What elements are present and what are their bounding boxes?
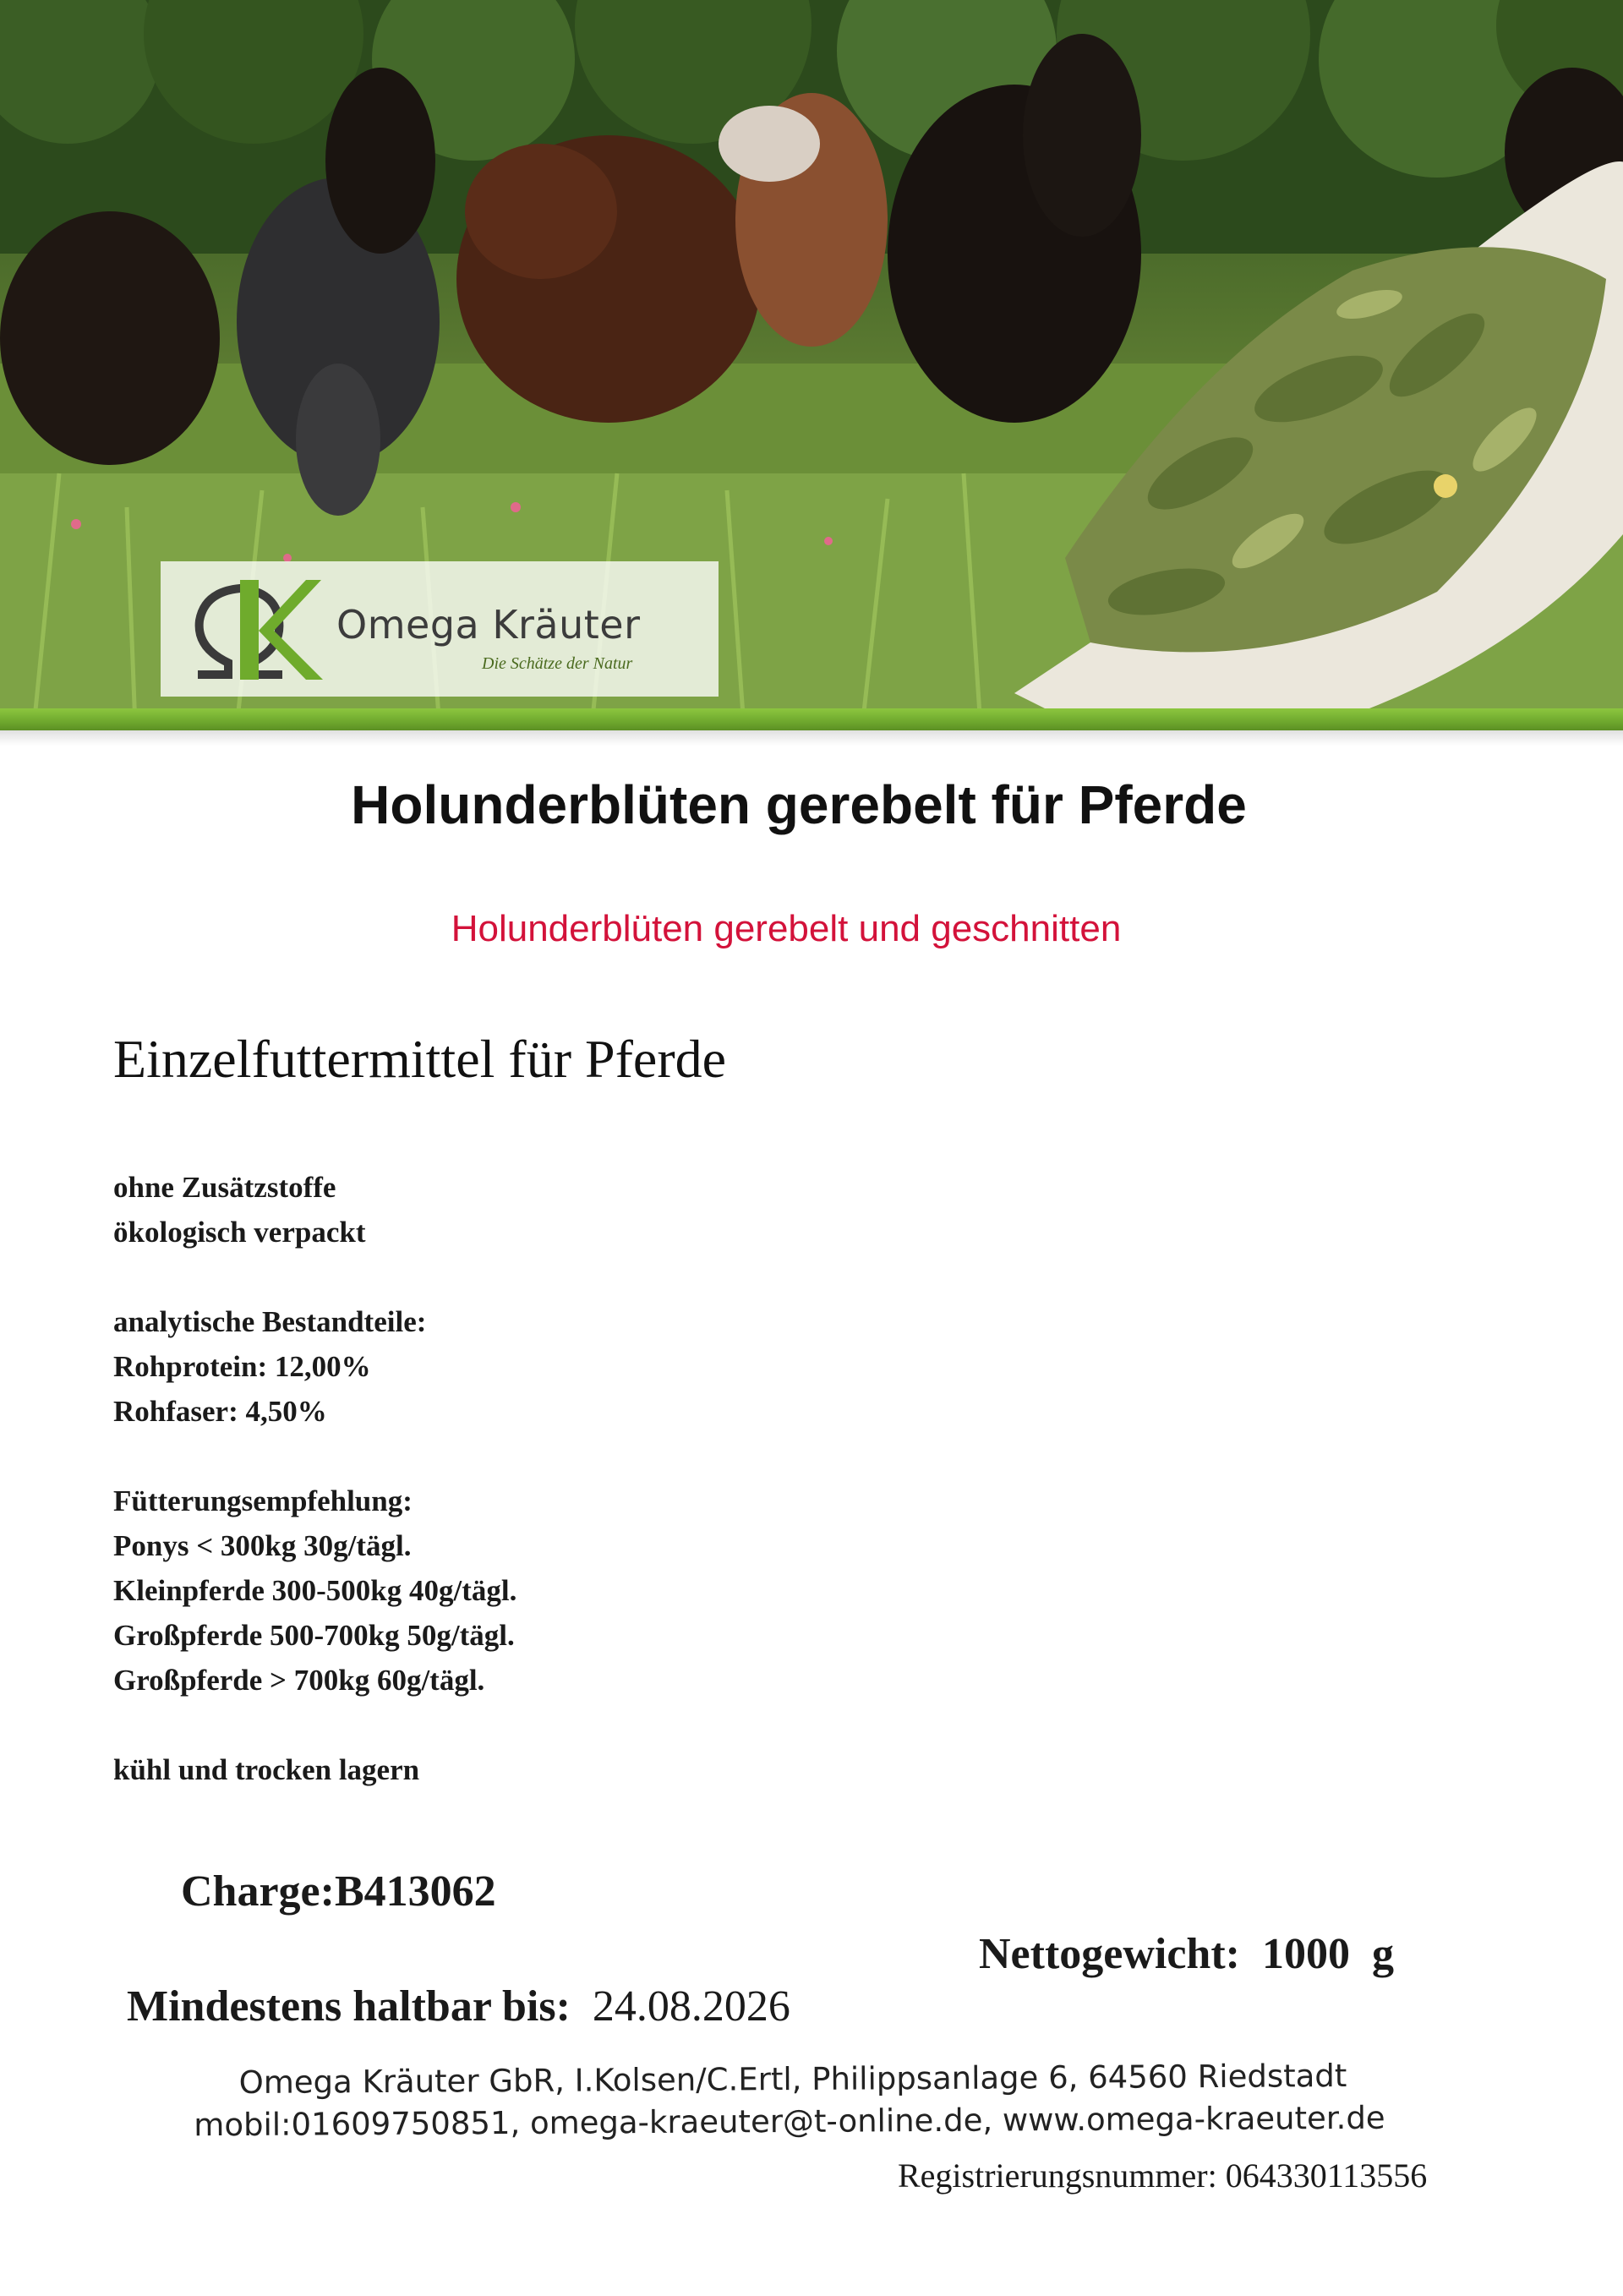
logo-wordmark: Omega Kräuter	[336, 602, 641, 648]
product-subtitle: Holunderblüten gerebelt und geschnitten	[451, 908, 1122, 949]
feed-category-heading: Einzelfuttermittel für Pferde	[113, 1029, 727, 1089]
spacer	[113, 1434, 516, 1479]
product-title: Holunderblüten gerebelt für Pferde	[351, 774, 1247, 835]
omega-kraeuter-logo	[161, 561, 719, 697]
property-line: ohne Zusätzstoffe	[113, 1171, 336, 1204]
company-contact: mobil:01609750851, omega-kraeuter@t-online.de, www.omega-kraeuter.de	[194, 2099, 1385, 2144]
omega-k-logo-icon	[181, 571, 325, 688]
feeding-line: Großpferde 500-700kg 50g/tägl.	[113, 1619, 515, 1652]
feeding-line: Großpferde > 700kg 60g/tägl.	[113, 1664, 485, 1697]
spacer	[113, 1703, 516, 1747]
analysis-line: Rohprotein: 12,00%	[113, 1350, 371, 1383]
feeding-heading: Fütterungsempfehlung:	[113, 1484, 413, 1517]
batch-number: Charge:B413062	[181, 1867, 496, 1916]
net-weight-value: 1000 g	[1261, 1930, 1394, 1978]
best-before-date: 24.08.2026	[592, 1982, 790, 2031]
spacer	[113, 1255, 516, 1299]
feeding-line: Ponys < 300kg 30g/tägl.	[113, 1529, 412, 1562]
net-weight-label: Nettogewicht:	[979, 1930, 1240, 1978]
analysis-line: Rohfaser: 4,50%	[113, 1395, 327, 1428]
header-green-rule	[0, 708, 1623, 730]
logo-tagline: Die Schätze der Natur	[482, 654, 633, 673]
registration-number: Registrierungsnummer: 064330113556	[898, 2157, 1428, 2195]
net-weight	[979, 1929, 1394, 1979]
best-before	[127, 1982, 790, 2031]
storage-note: kühl und trocken lagern	[113, 1753, 420, 1786]
property-line: ökologisch verpackt	[113, 1216, 366, 1249]
company-address: Omega Kräuter GbR, I.Kolsen/C.Ertl, Philippsanlage 6, 64560 Riedstadt	[238, 2057, 1347, 2102]
best-before-label: Mindestens haltbar bis:	[127, 1982, 571, 2031]
analysis-heading: analytische Bestandteile:	[113, 1305, 427, 1338]
product-info-block	[113, 1165, 516, 1792]
feeding-line: Kleinpferde 300-500kg 40g/tägl.	[113, 1574, 517, 1607]
